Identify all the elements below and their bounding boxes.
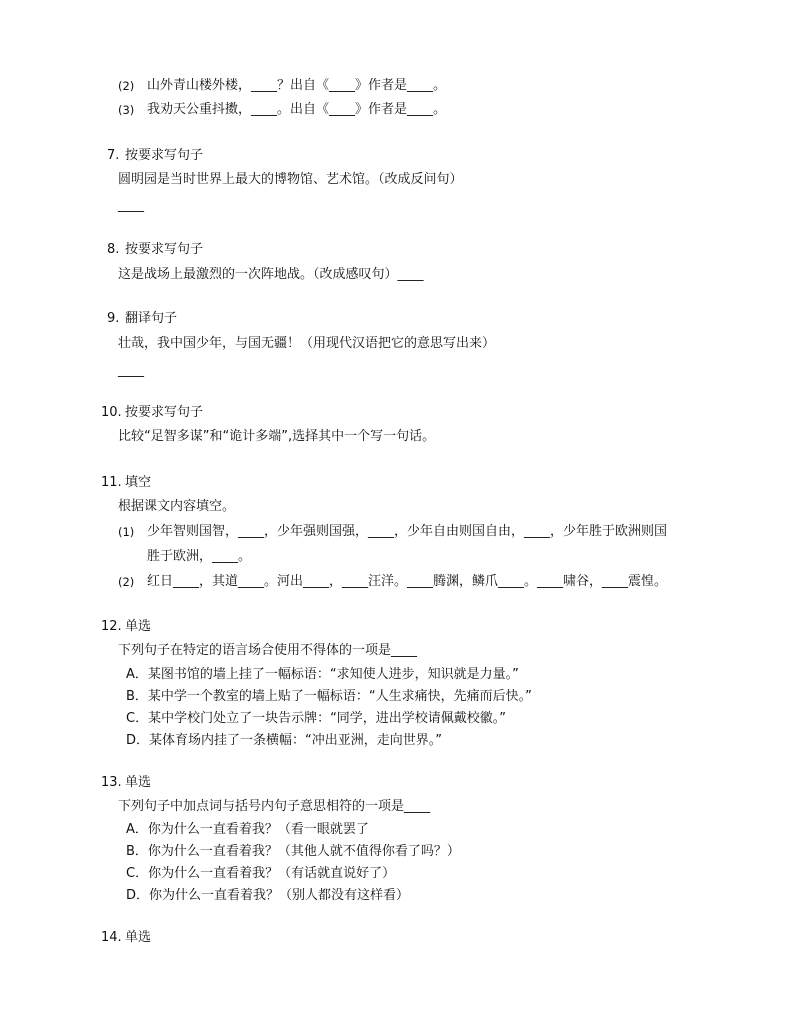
fill-in-item-continued: 胜于欧洲，____。 [147, 549, 252, 564]
question-prompt: 这是战场上最激烈的一次阵地战。（改成感叹句）____ [118, 267, 424, 282]
item-number: (3) [118, 103, 135, 117]
item-number: (1) [118, 525, 135, 539]
question-number: 14. [101, 930, 122, 945]
question-title: 单选 [125, 619, 152, 634]
option-b: B．某中学一个教室的墙上贴了一幅标语：“人生求痛快，先痛而后快。” [126, 689, 532, 704]
question-title: 按要求写句子 [125, 242, 204, 257]
fill-in-item: 红日____，其道____。河出____，____汪洋。____腾渊，鳞爪____。____啸谷，____震惶。 [147, 574, 668, 589]
question-title: 单选 [125, 775, 152, 790]
question-number: 12. [101, 619, 122, 634]
question-title: 填空 [125, 475, 152, 490]
question-number: 10. [101, 405, 122, 420]
question-prompt: 比较“足智多谋”和“诡计多端”,选择其中一个写一句话。 [118, 429, 436, 444]
fill-in-item: 我劝天公重抖擞，____。出自《____》作者是____。 [147, 102, 447, 117]
question-number: 9. [107, 311, 120, 326]
question-number: 8. [107, 242, 120, 257]
question-title: 按要求写句子 [125, 405, 204, 420]
answer-blank: ____ [118, 198, 144, 213]
option-b: B．你为什么一直看着我？（其他人就不值得你看了吗？） [126, 844, 460, 859]
fill-in-item: 山外青山楼外楼，____？出自《____》作者是____。 [147, 78, 447, 93]
question-number: 7. [107, 148, 120, 163]
option-d: D．某体育场内挂了一条横幅：“冲出亚洲，走向世界。” [126, 733, 442, 748]
question-prompt: 下列句子中加点词与括号内句子意思相符的一项是____ [118, 799, 431, 814]
option-c: C．你为什么一直看着我？（有话就直说好了） [126, 866, 396, 881]
question-title: 按要求写句子 [125, 148, 204, 163]
item-number: (2) [118, 79, 135, 93]
question-prompt: 根据课文内容填空。 [118, 499, 236, 514]
item-number: (2) [118, 575, 135, 589]
option-c: C．某中学校门处立了一块告示牌：“同学，进出学校请佩戴校徽。” [126, 711, 507, 726]
question-prompt: 壮哉，我中国少年，与国无疆！（用现代汉语把它的意思写出来） [118, 336, 496, 351]
option-d: D．你为什么一直看着我？（别人都没有这样看） [126, 888, 410, 903]
question-prompt: 下列句子在特定的语言场合使用不得体的一项是____ [118, 643, 418, 658]
question-number: 11. [101, 475, 122, 490]
fill-in-item: 少年智则国智，____，少年强则国强，____，少年自由则国自由，____，少年胜于欧洲则国 [147, 524, 668, 539]
question-prompt: 圆明园是当时世界上最大的博物馆、艺术馆。（改成反问句） [118, 172, 463, 187]
question-title: 翻译句子 [125, 311, 178, 326]
option-a: A．你为什么一直看着我？（看一眼就罢了 [126, 822, 369, 837]
answer-blank: ____ [118, 363, 144, 378]
question-title: 单选 [125, 930, 152, 945]
question-number: 13. [101, 775, 122, 790]
option-a: A．某图书馆的墙上挂了一幅标语：“求知使人进步，知识就是力量。” [126, 667, 519, 682]
